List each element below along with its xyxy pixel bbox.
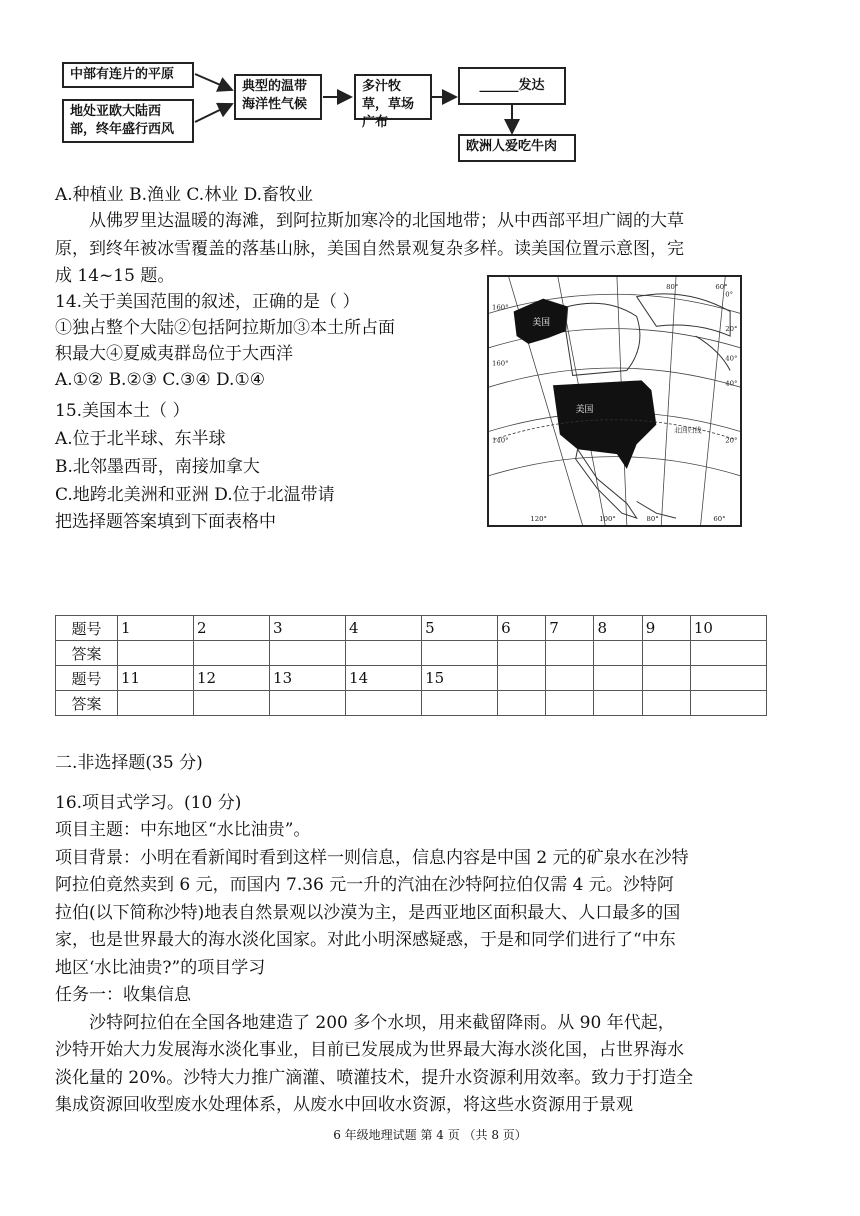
q16-info-line-4: 集成资源回收型废水处理体系，从废水中回收水资源，将这些水资源用于景观 [55,1095,633,1115]
table-cell: 7 [546,616,594,641]
table-cell: 5 [422,616,498,641]
q16-bg-line-4: 家，也是世界最大的海水淡化国家。对此小明深感疑惑，于是和同学们进行了“中东 [55,930,676,950]
mainland-label: 美国 [575,404,594,415]
section-2-heading: 二.非选择题(35 分) [55,753,203,773]
q14-options: A.①② B.②③ C.③④ D.①④ [55,370,265,390]
tick-bottom-4: 60° [713,515,726,524]
answer-cell-1[interactable] [118,641,194,666]
q15-option-a: A.位于北半球、东半球 [55,429,226,449]
table-cell: 9 [642,616,690,641]
table-cell [690,666,766,691]
q16-bg-line-1: 项目背景：小明在看新闻时看到这样一则信息，信息内容是中国 2 元的矿泉水在沙特 [55,848,689,868]
table-row [56,616,767,641]
tick-right-1: 0° [725,290,734,299]
mainland-usa-shape [553,380,656,469]
row-label: 题号 [56,666,118,691]
answer-cell-5[interactable] [422,641,498,666]
q15-stem: 15.美国本土（ ） [55,401,190,421]
q15-option-b: B.北邻墨西哥，南接加拿大 [55,457,260,477]
table-cell [642,666,690,691]
q16-info-line-3: 淡化量的 20%。沙特大力推广滴灌、喷灌技术，提升水资源利用效率。致力于打造全 [55,1068,694,1088]
answer-cell-8[interactable] [594,641,642,666]
table-cell: 2 [194,616,270,641]
answer-cell-2[interactable] [194,641,270,666]
q14-stem: 14.关于美国范围的叙述，正确的是（ ） [55,292,360,312]
table-row [56,691,767,716]
table-cell: 10 [690,616,766,641]
tick-left-1: 160° [491,303,509,312]
answer-cell-13[interactable] [270,691,346,716]
answer-cell-empty [498,691,546,716]
q16-theme: 项目主题：中东地区“水比油贵”。 [55,820,311,840]
table-row [56,641,767,666]
table-cell [594,666,642,691]
table-cell: 8 [594,616,642,641]
table-cell: 15 [422,666,498,691]
q16-title: 16.项目式学习。(10 分) [55,793,242,813]
table-cell: 3 [270,616,346,641]
flow-box-beef: 欧洲人爱吃牛肉 [458,134,576,162]
row-label: 答案 [56,691,118,716]
answer-cell-empty [690,691,766,716]
answer-cell-6[interactable] [498,641,546,666]
intro-line-3: 成 14~15 题。 [55,266,175,286]
flowchart [0,0,860,180]
tick-top-1: 80° [666,282,679,291]
flow-box-climate: 典型的温带海洋性气候 [234,74,322,120]
q16-info-line-1: 沙特阿拉伯在全国各地建造了 200 多个水坝，用来截留降雨。从 90 年代起， [89,1013,675,1033]
table-cell [546,666,594,691]
q16-info-line-2: 沙特开始大力发展海水淡化事业，目前已发展成为世界最大海水淡化国，占世界海水 [55,1040,684,1060]
q14-line-1: ①独占整个大陆②包括阿拉斯加③本土所占面 [55,318,395,338]
table-cell: 6 [498,616,546,641]
tick-top-2: 60° [715,282,728,291]
answer-cell-12[interactable] [194,691,270,716]
intro-line-2: 原，到终年被冰雪覆盖的落基山脉，美国自然景观复杂多样。读美国位置示意图，完 [55,239,684,259]
tick-right-2: 20° [725,325,738,334]
tick-right-4: 40° [725,379,738,388]
answer-cell-3[interactable] [270,641,346,666]
table-cell: 11 [118,666,194,691]
usa-location-map [487,275,742,527]
tick-right-5: 20° [725,436,738,445]
q16-task1: 任务一：收集信息 [55,985,191,1005]
row-label: 题号 [56,616,118,641]
q13-options: A.种植业 B.渔业 C.林业 D.畜牧业 [55,185,314,205]
table-cell: 1 [118,616,194,641]
table-row [56,666,767,691]
answer-cell-14[interactable] [346,691,422,716]
flow-box-plain: 中部有连片的平原 [62,62,194,88]
q14-line-2: 积最大④夏威夷群岛位于大西洋 [55,344,293,364]
q15-option-cd: C.地跨北美洲和亚洲 D.位于北温带请 [55,485,335,505]
q15-tail: 把选择题答案填到下面表格中 [55,512,276,532]
answer-cell-empty [642,691,690,716]
answer-cell-4[interactable] [346,641,422,666]
answer-cell-7[interactable] [546,641,594,666]
q16-bg-line-2: 阿拉伯竟然卖到 6 元，而国内 7.36 元一升的汽油在沙特阿拉伯仅需 4 元。沙特阿 [55,875,674,895]
answer-table [55,615,767,716]
tick-left-3: 140° [491,436,509,445]
page-footer: 6 年级地理试题 第 4 页 （共 8 页） [333,1128,527,1142]
answer-cell-9[interactable] [642,641,690,666]
answer-cell-11[interactable] [118,691,194,716]
flow-box-location: 地处亚欧大陆西部，终年盛行西风 [62,99,194,143]
table-cell: 12 [194,666,270,691]
map-graphic [489,277,740,525]
table-cell: 14 [346,666,422,691]
row-label: 答案 [56,641,118,666]
answer-cell-empty [546,691,594,716]
answer-cell-empty [594,691,642,716]
tick-left-2: 160° [491,359,509,368]
alaska-label: 美国 [532,318,551,329]
flow-box-blank: ______发达 [458,67,566,105]
q16-bg-line-5: 地区‘水比油贵?”的项目学习 [55,958,266,978]
flow-box-pasture: 多汁牧草，草场广布 [354,74,432,120]
tick-bottom-1: 120° [530,515,547,524]
table-cell: 13 [270,666,346,691]
tick-bottom-3: 80° [646,515,659,524]
table-cell: 4 [346,616,422,641]
tick-bottom-2: 100° [599,515,616,524]
tropic-label: 北回归线 [674,426,702,435]
answer-cell-10[interactable] [690,641,766,666]
table-cell [498,666,546,691]
q16-bg-line-3: 拉伯(以下简称沙特)地表自然景观以沙漠为主，是西亚地区面积最大、人口最多的国 [55,903,681,923]
answer-cell-15[interactable] [422,691,498,716]
tick-right-3: 40° [725,354,738,363]
intro-line-1: 从佛罗里达温暖的海滩，到阿拉斯加寒冷的北国地带；从中西部平坦广阔的大草 [89,211,684,231]
